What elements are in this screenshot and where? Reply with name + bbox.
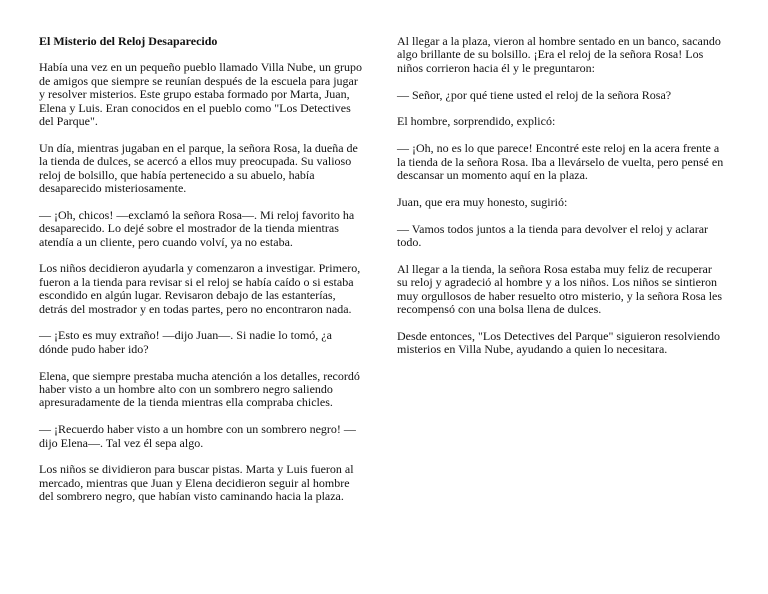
paragraph: Había una vez en un pequeño pueblo llamado Villa Nube, un grupo de amigos que siempre se reunían después de la escuela para jugar y resolver misterios. Este grupo estaba formado por Marta, Juan, Elena y Luis. Eran conocidos en el pueblo como "Los Detectives del Parque". [39, 60, 362, 129]
paragraph: — ¡Recuerdo haber visto a un hombre con un sombrero negro! —dijo Elena—. Tal vez él sepa algo. [39, 422, 356, 450]
paragraph: Los niños se dividieron para buscar pistas. Marta y Luis fueron al mercado, mientras que Juan y Elena decidieron seguir al hombre del sombrero negro, que habían visto caminando hacia la plaza. [39, 462, 354, 504]
paragraph: — Señor, ¿por qué tiene usted el reloj de la señora Rosa? [397, 87, 672, 102]
paragraph: Desde entonces, "Los Detectives del Parque" siguieron resolviendo misterios en Villa Nube, ayudando a quien lo necesitara. [397, 328, 721, 357]
story-title: El Misterio del Reloj Desaparecido [39, 34, 218, 48]
right-column [397, 35, 725, 370]
paragraph: El hombre, sorprendido, explicó: [397, 114, 556, 129]
paragraph: Elena, que siempre prestaba mucha atención a los detalles, recordó haber visto a un hombre alto con un sombrero negro saliendo apresuradamente de la tienda mientras ella compraba chicles. [39, 368, 360, 410]
paragraph: Los niños decidieron ayudarla y comenzaron a investigar. Primero, fueron a la tienda para revisar si el reloj se había caído o si estaba escondido en algún lugar. Revisaron debajo de las estanterías, detrás del mostrador y en todas partes, pero no encontraron nada. [39, 261, 361, 316]
paragraph: Al llegar a la plaza, vieron al hombre sentado en un banco, sacando algo brillante de su bolsillo. ¡Era el reloj de la señora Rosa! Los niños corrieron hacia él y le preguntaron: [397, 34, 721, 75]
paragraph: — Vamos todos juntos a la tienda para devolver el reloj y aclarar todo. [397, 221, 709, 250]
paragraph: — ¡Oh, no es lo que parece! Encontré este reloj en la acera frente a la tienda de la señora Rosa. Iba a llevárselo de vuelta, pero pensé en descansar un momento aquí en la plaza. [397, 141, 724, 183]
paragraph: Al llegar a la tienda, la señora Rosa estaba muy feliz de recuperar su reloj y agradeció al hombre y a los niños. Los niños se sintieron muy orgullosos de haber resuelto otro misterio, y la señora Rosa les recompensó con una bolsa llena de dulces. [397, 261, 723, 317]
paragraph: — ¡Oh, chicos! —exclamó la señora Rosa—. Mi reloj favorito ha desaparecido. Lo dejé sobre el mostrador de la tienda mientras atendía a un cliente, pero cuando volví, ya no estaba. [39, 207, 355, 249]
paragraph: Juan, que era muy honesto, sugirió: [397, 194, 568, 209]
paragraph: Un día, mientras jugaban en el parque, la señora Rosa, la dueña de la tienda de dulces, se acercó a ellos muy preocupada. Su valioso reloj de bolsillo, que había pertenecido a su abuelo, había desaparecido misteriosamente. [39, 140, 358, 196]
left-column [39, 35, 363, 517]
paragraph: — ¡Esto es muy extraño! —dijo Juan—. Si nadie lo tomó, ¿a dónde pudo haber ido? [39, 328, 332, 356]
